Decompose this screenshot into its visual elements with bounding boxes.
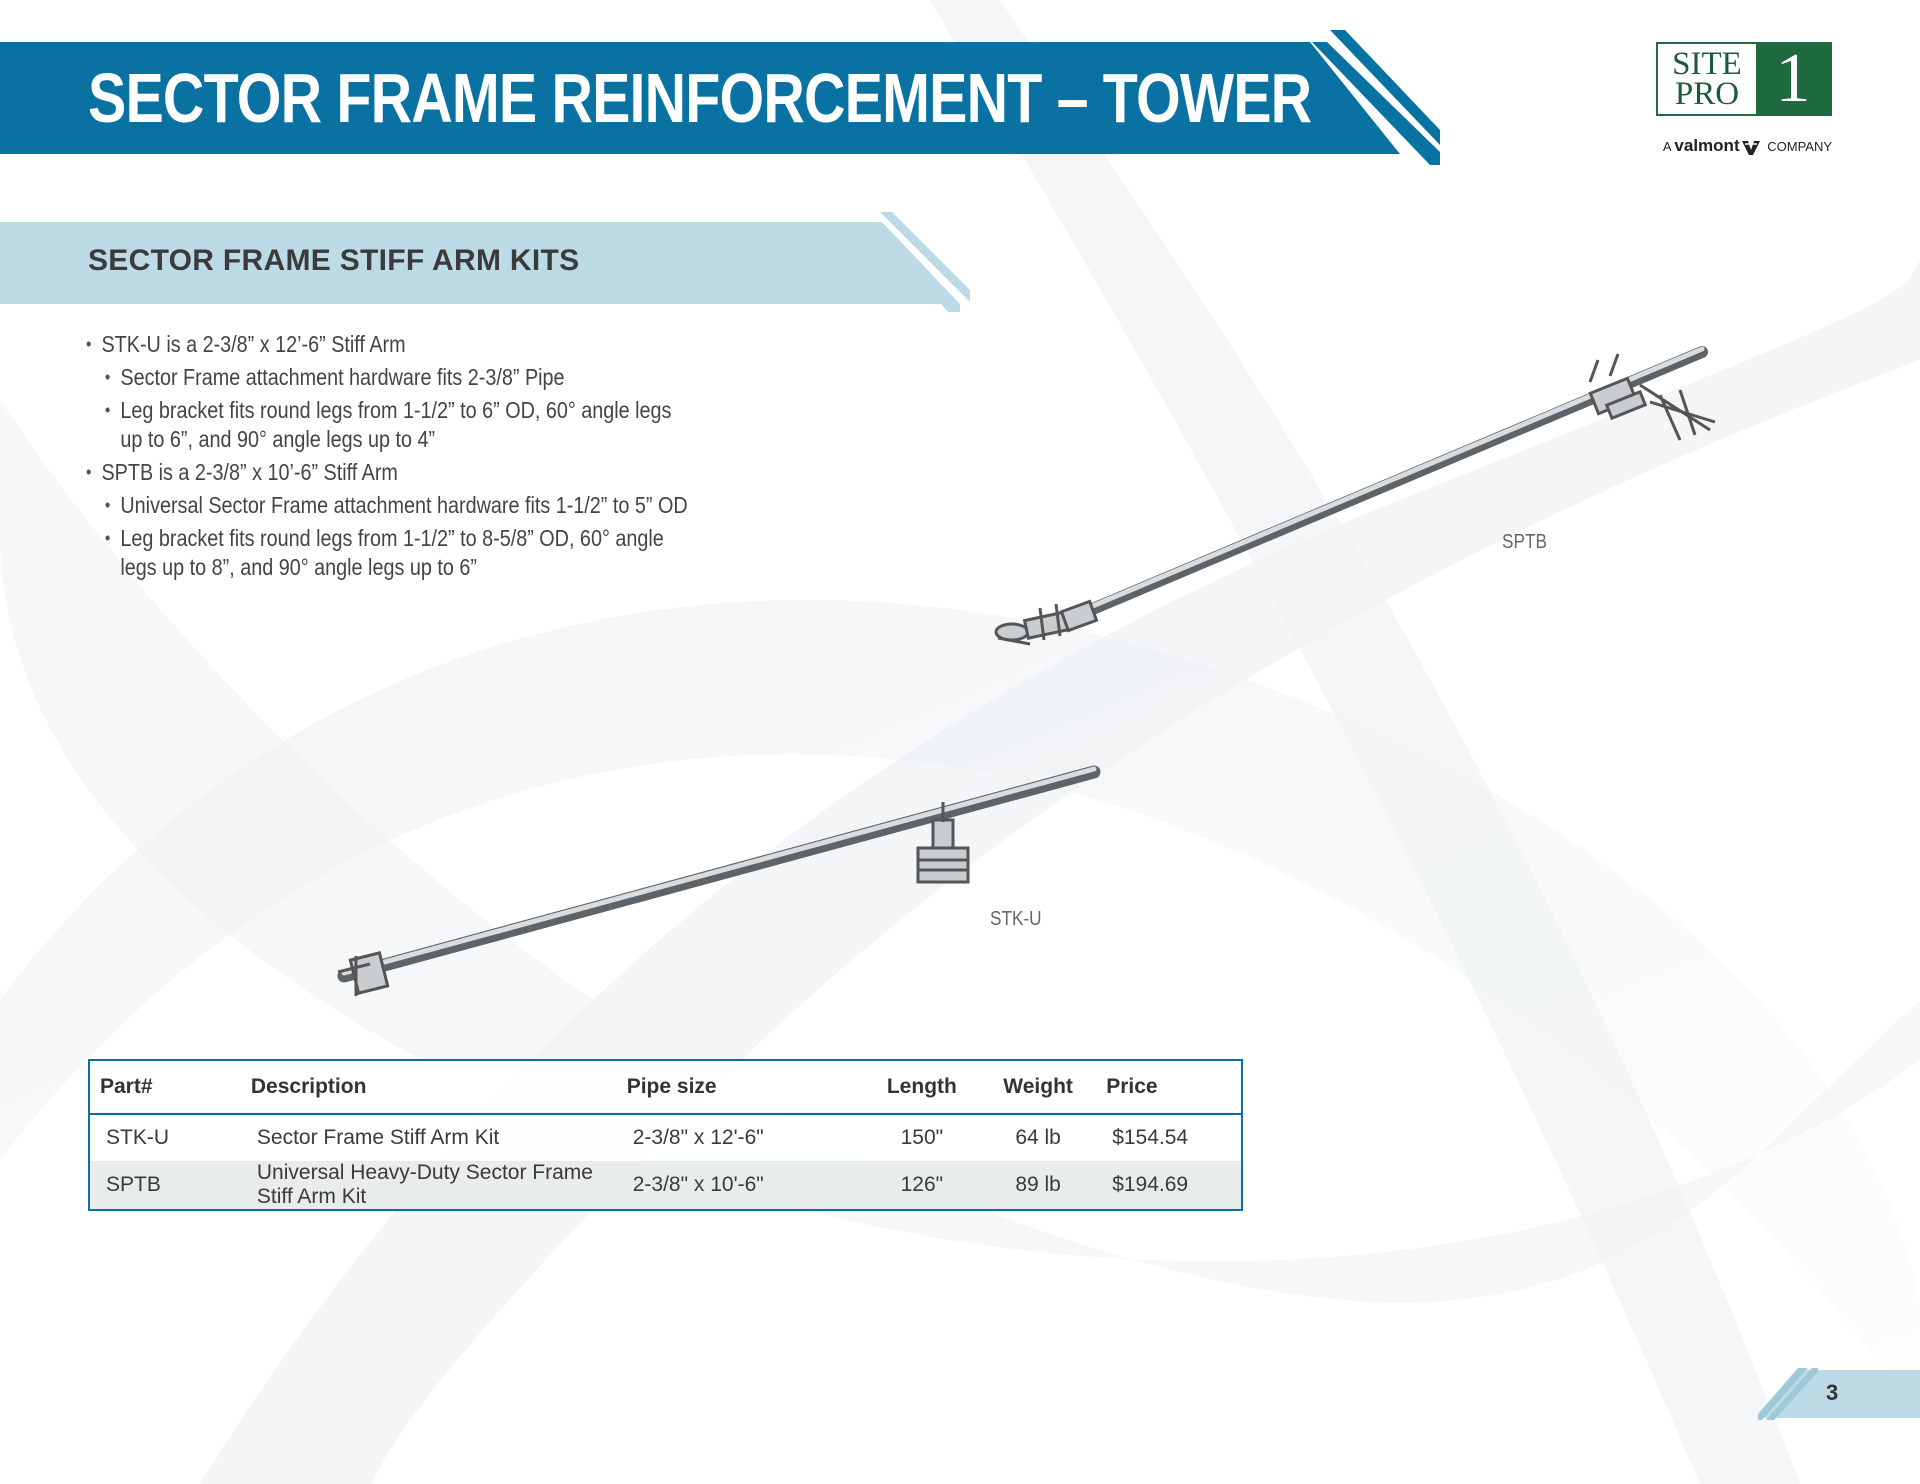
stku-caption: STK-U [990,908,1042,930]
logo-line-pro: PRO [1674,76,1740,112]
section-stripes-decoration [870,212,970,312]
logo-wordmark [1658,44,1756,114]
page-title: SECTOR FRAME REINFORCEMENT – TOWER [88,59,1312,137]
page-number: 3 [1826,1380,1839,1405]
cell-part: STK-U [106,1126,169,1149]
cell-price: $154.54 [1112,1126,1189,1149]
cell-weight: 89 lb [980,1161,1096,1210]
cell-price: $194.69 [1096,1161,1242,1210]
stku-product-image [330,760,1110,1000]
col-price: Price [1096,1060,1242,1114]
cell-part: SPTB [89,1161,241,1210]
bullet-sptb-leg-bracket: • Leg bracket fits round legs from 1-1/2” to 8-5/8” OD, 60° angle legs up to 8”, and 90° angle legs up to 6” [105,524,688,582]
cell-description: Universal Heavy-Duty Sector Frame Stiff Arm Kit [241,1161,617,1210]
bullet-stku-hardware: • Sector Frame attachment hardware fits 2-3/8” Pipe [105,363,688,392]
table-row [89,1161,1242,1210]
table-row [89,1114,1242,1161]
bullet-stku-leg-bracket: • Leg bracket fits round legs from 1-1/2” to 6” OD, 60° angle legs up to 6”, and 90° angle legs up to 4” [105,396,688,454]
sptb-caption: SPTB [1502,531,1547,553]
bullet-stku: • STK-U is a 2-3/8” x 12’-6” Stiff Arm [86,330,688,359]
page-stripes-decoration [1758,1368,1818,1420]
col-pipe-size: Pipe size [617,1060,864,1114]
cell-pipe-size: 2-3/8" x 12'-6" [632,1126,764,1149]
col-part: Part# [89,1060,241,1114]
valmont-company-tagline [1656,136,1832,156]
cell-pipe-size: 2-3/8" x 10'-6" [617,1161,864,1210]
parts-table [88,1059,1243,1211]
col-length: Length [864,1060,980,1114]
cell-weight: 64 lb [1015,1126,1061,1149]
logo-number: 1 [1756,44,1830,114]
table-header-row [89,1060,1242,1114]
section-title: SECTOR FRAME STIFF ARM KITS [88,244,580,277]
site-pro-1-logo [1656,42,1832,116]
logo-line-site: SITE [1672,46,1742,82]
cell-length: 150" [900,1126,944,1149]
tagline-prefix: A [1662,139,1671,154]
col-description: Description [241,1060,617,1114]
bullet-sptb-hardware: • Universal Sector Frame attachment hardware fits 1-1/2” to 5” OD [105,491,688,520]
valmont-v-icon [1742,141,1760,155]
tagline-suffix: COMPANY [1767,139,1832,154]
tagline-brand: valmont [1674,136,1740,155]
feature-bullets [86,330,688,586]
cell-length: 126" [864,1161,980,1210]
cell-description: Sector Frame Stiff Arm Kit [256,1126,500,1149]
sptb-product-image [990,340,1730,660]
bullet-sptb: • SPTB is a 2-3/8” x 10’-6” Stiff Arm [86,458,688,487]
col-weight: Weight [980,1060,1096,1114]
header-stripes-decoration [1300,30,1440,165]
